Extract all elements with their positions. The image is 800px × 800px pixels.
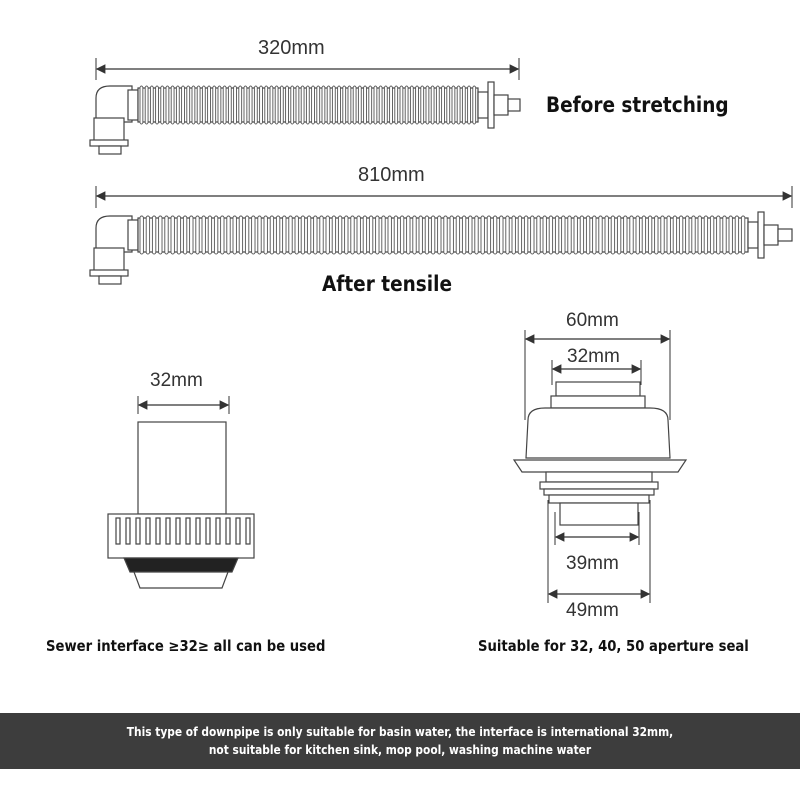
pipe-rib [171, 86, 174, 124]
pipe-rib [599, 216, 602, 254]
pipe-rib [500, 216, 503, 254]
pipe-rib [605, 216, 608, 254]
pipe-rib [717, 216, 720, 254]
pipe-rib [741, 216, 744, 254]
pipe-rib [214, 216, 217, 254]
seal-fitting [514, 382, 686, 525]
pipe-rib [400, 86, 403, 124]
pipe-rib [202, 216, 205, 254]
pipe-rib [369, 216, 372, 254]
pipe-rib [322, 86, 325, 124]
pipe-rib [531, 216, 534, 254]
pipe-rib [265, 86, 268, 124]
pipe-rib [276, 216, 279, 254]
pipe-rib [710, 216, 713, 254]
pipe-rib [549, 216, 552, 254]
pipe-rib [729, 216, 732, 254]
pipe-rib [213, 86, 216, 124]
pipe-rib [379, 86, 382, 124]
pipe-rib [426, 86, 429, 124]
pipe-rib [493, 216, 496, 254]
pipe-rib [425, 216, 428, 254]
pipe-rib [296, 86, 299, 124]
pipe-rib [698, 216, 701, 254]
fitting-tooth [126, 518, 130, 544]
pipe-rib [254, 86, 257, 124]
pipe-rib [223, 86, 226, 124]
pipe-rib [648, 216, 651, 254]
pipe-rib [338, 216, 341, 254]
pipe-rib [679, 216, 682, 254]
pipe-rib [580, 216, 583, 254]
pipe-rib [197, 86, 200, 124]
pipe-rib [218, 86, 221, 124]
pipe-rib [192, 86, 195, 124]
pipe-rib [260, 86, 263, 124]
notice-line-1: This type of downpipe is only suitable for basin water, the interface is international 32mm, [126, 724, 674, 739]
pipe-rib [562, 216, 565, 254]
pipe-rib [421, 86, 424, 124]
pipe-rib [555, 216, 558, 254]
pipe-rib [395, 86, 398, 124]
pipe-rib [468, 86, 471, 124]
pipe-rib [692, 216, 695, 254]
pipe-rib [462, 86, 465, 124]
sewer-diameter-label: 32mm [150, 370, 203, 391]
pipe-rib [332, 86, 335, 124]
pipe-rib [317, 86, 320, 124]
sewer-caption: Sewer interface ≥32≥ all can be used [46, 637, 326, 655]
fitting-tooth [246, 518, 250, 544]
top-dimension-line [96, 58, 519, 80]
pipe-rib [438, 216, 441, 254]
pipe-rib [456, 216, 459, 254]
pipe-rib [382, 216, 385, 254]
pipe-rib [364, 86, 367, 124]
pipe-rib [320, 216, 323, 254]
pipe-rib [270, 86, 273, 124]
pipe-rib [301, 216, 304, 254]
pipe-rib [140, 216, 143, 254]
pipe-rib [140, 86, 143, 124]
pipe-rib [661, 216, 664, 254]
pipe-rib [165, 216, 168, 254]
pipe-rib [574, 216, 577, 254]
pipe-rib [295, 216, 298, 254]
pipe-rib [369, 86, 372, 124]
pipe-rib [400, 216, 403, 254]
pipe-rib [227, 216, 230, 254]
pipe-rib [326, 216, 329, 254]
pipe-rib [264, 216, 267, 254]
pipe-rib [275, 86, 278, 124]
pipe-rib [543, 216, 546, 254]
pipe-rib [611, 216, 614, 254]
notice-banner [0, 713, 800, 769]
pipe-rib [593, 216, 596, 254]
notice-line-2: not suitable for kitchen sink, mop pool, washing machine water [208, 742, 592, 757]
pipe-rib [413, 216, 416, 254]
fitting-tooth [226, 518, 230, 544]
pipe-rib [469, 216, 472, 254]
pipe-rib [258, 216, 261, 254]
seal-outer-label: 60mm [566, 310, 619, 331]
seal-top-label: 32mm [567, 346, 620, 367]
seal-caption: Suitable for 32, 40, 50 aperture seal [478, 637, 749, 655]
pipe-rib [152, 216, 155, 254]
pipe-rib [512, 216, 515, 254]
pipe-rib [196, 216, 199, 254]
pipe-rib [289, 216, 292, 254]
fitting-tooth [236, 518, 240, 544]
seal-inner-label: 39mm [566, 553, 619, 574]
pipe-rib [190, 216, 193, 254]
pipe-rib [431, 86, 434, 124]
pipe-rib [442, 86, 445, 124]
pipe-rib [177, 216, 180, 254]
pipe-rib [156, 86, 159, 124]
fitting-tooth [136, 518, 140, 544]
pipe-rib [239, 216, 242, 254]
pipe-rib [345, 216, 348, 254]
pipe-rib [518, 216, 521, 254]
pipe-rib [630, 216, 633, 254]
pipe-rib [473, 86, 476, 124]
pipe-rib [358, 86, 361, 124]
pipe-rib [624, 216, 627, 254]
pipe-rib [376, 216, 379, 254]
pipe-rib [452, 86, 455, 124]
pipe-rib [182, 86, 185, 124]
pipe-rib [312, 86, 315, 124]
pipe-rib [202, 86, 205, 124]
pipe-rib [306, 86, 309, 124]
pipe-rib [159, 216, 162, 254]
top-pipe [90, 82, 520, 154]
pipe-rib [475, 216, 478, 254]
pipe-rib [343, 86, 346, 124]
pipe-rib [723, 216, 726, 254]
pipe-rib [353, 86, 356, 124]
pipe-rib [419, 216, 422, 254]
pipe-rib [481, 216, 484, 254]
pipe-rib [524, 216, 527, 254]
pipe-rib [374, 86, 377, 124]
pipe-rib [444, 216, 447, 254]
pipe-rib [673, 216, 676, 254]
pipe-rib [667, 216, 670, 254]
fitting-tooth [166, 518, 170, 544]
pipe-rib [447, 86, 450, 124]
pipe-rib [171, 216, 174, 254]
pipe-rib [436, 86, 439, 124]
pipe-rib [252, 216, 255, 254]
pipe-rib [176, 86, 179, 124]
before-stretching-label: Before stretching [546, 93, 729, 117]
pipe-rib [166, 86, 169, 124]
pipe-rib [735, 216, 738, 254]
pipe-rib [245, 216, 248, 254]
pipe-rib [286, 86, 289, 124]
pipe-rib [145, 86, 148, 124]
pipe-rib [338, 86, 341, 124]
pipe-rib [357, 216, 360, 254]
pipe-rib [384, 86, 387, 124]
fitting-tooth [206, 518, 210, 544]
pipe-rib [506, 216, 509, 254]
pipe-rib [332, 216, 335, 254]
pipe-rib [642, 216, 645, 254]
pipe-rib [450, 216, 453, 254]
fitting-tooth [176, 518, 180, 544]
pipe-rib [686, 216, 689, 254]
pipe-rib [431, 216, 434, 254]
pipe-rib [221, 216, 224, 254]
pipe-rib [270, 216, 273, 254]
top-length-label: 320mm [258, 37, 325, 59]
sewer-fitting [108, 422, 254, 588]
pipe-rib [586, 216, 589, 254]
pipe-rib [244, 86, 247, 124]
pipe-rib [407, 216, 410, 254]
pipe-rib [394, 216, 397, 254]
pipe-rib [239, 86, 242, 124]
pipe-rib [568, 216, 571, 254]
pipe-rib [208, 216, 211, 254]
pipe-rib [348, 86, 351, 124]
pipe-rib [280, 86, 283, 124]
seal-base-label: 49mm [566, 600, 619, 621]
pipe-rib [161, 86, 164, 124]
pipe-rib [487, 216, 490, 254]
pipe-rib [291, 86, 294, 124]
fitting-tooth [216, 518, 220, 544]
pipe-rib [283, 216, 286, 254]
pipe-rib [234, 86, 237, 124]
pipe-rib [388, 216, 391, 254]
fitting-tooth [196, 518, 200, 544]
pipe-rib [183, 216, 186, 254]
pipe-rib [146, 216, 149, 254]
bottom-dimension-line [96, 186, 792, 208]
sewer-dimension-line [138, 396, 229, 414]
pipe-rib [390, 86, 393, 124]
fitting-tooth [116, 518, 120, 544]
fitting-tooth [186, 518, 190, 544]
pipe-rib [327, 86, 330, 124]
pipe-rib [636, 216, 639, 254]
pipe-rib [457, 86, 460, 124]
pipe-rib [228, 86, 231, 124]
pipe-rib [410, 86, 413, 124]
pipe-rib [617, 216, 620, 254]
pipe-rib [233, 216, 236, 254]
pipe-rib [363, 216, 366, 254]
after-tensile-label: After tensile [322, 272, 452, 296]
bottom-length-label: 810mm [358, 164, 425, 186]
pipe-rib [301, 86, 304, 124]
pipe-rib [537, 216, 540, 254]
pipe-rib [314, 216, 317, 254]
pipe-rib [187, 86, 190, 124]
pipe-rib [655, 216, 658, 254]
pipe-rib [208, 86, 211, 124]
pipe-rib [307, 216, 310, 254]
pipe-rib [405, 86, 408, 124]
pipe-rib [704, 216, 707, 254]
pipe-rib [150, 86, 153, 124]
fitting-tooth [146, 518, 150, 544]
pipe-rib [351, 216, 354, 254]
fitting-tooth [156, 518, 160, 544]
pipe-rib [249, 86, 252, 124]
pipe-rib [416, 86, 419, 124]
pipe-rib [462, 216, 465, 254]
